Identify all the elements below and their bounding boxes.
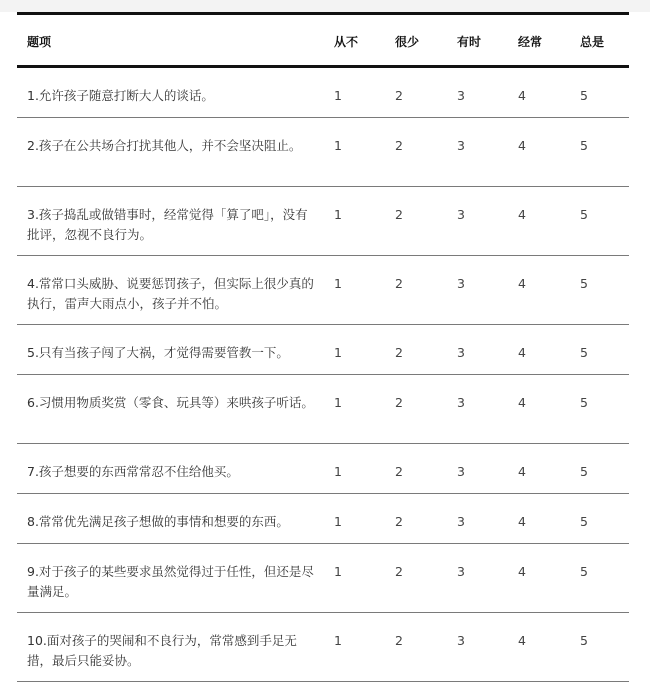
rating-3[interactable]: 3	[457, 276, 465, 291]
question-text: 7.孩子想要的东西常常忍不住给他买。	[27, 464, 239, 479]
rating-2[interactable]: 2	[395, 88, 403, 103]
rating-3[interactable]: 3	[457, 395, 465, 410]
rating-2[interactable]: 2	[395, 207, 403, 222]
rating-5[interactable]: 5	[580, 207, 588, 222]
question-text: 3.孩子捣乱或做错事时，经常觉得「算了吧」，没有批评，忽视不良行为。	[27, 207, 308, 242]
rating-4[interactable]: 4	[518, 564, 526, 579]
table-row	[17, 118, 629, 187]
rating-5[interactable]: 5	[580, 564, 588, 579]
rating-4[interactable]: 4	[518, 88, 526, 103]
rating-2[interactable]: 2	[395, 345, 403, 360]
rating-scale-table	[17, 12, 629, 682]
rating-4[interactable]: 4	[518, 276, 526, 291]
table-header	[17, 15, 629, 68]
rating-4[interactable]: 4	[518, 207, 526, 222]
header-option-rarely: 很少	[395, 35, 420, 49]
question-text: 10.面对孩子的哭闹和不良行为，常常感到手足无措，最后只能妥协。	[27, 633, 297, 668]
rating-3[interactable]: 3	[457, 138, 465, 153]
rating-4[interactable]: 4	[518, 395, 526, 410]
rating-5[interactable]: 5	[580, 395, 588, 410]
rating-2[interactable]: 2	[395, 395, 403, 410]
header-item: 题项	[27, 35, 52, 49]
table-row	[17, 444, 629, 494]
rating-5[interactable]: 5	[580, 464, 588, 479]
rating-5[interactable]: 5	[580, 345, 588, 360]
rating-2[interactable]: 2	[395, 464, 403, 479]
rating-2[interactable]: 2	[395, 138, 403, 153]
rating-2[interactable]: 2	[395, 633, 403, 648]
rating-1[interactable]: 1	[334, 345, 342, 360]
rating-3[interactable]: 3	[457, 464, 465, 479]
rating-4[interactable]: 4	[518, 514, 526, 529]
rating-1[interactable]: 1	[334, 138, 342, 153]
question-text: 1.允许孩子随意打断大人的谈话。	[27, 88, 214, 103]
rating-4[interactable]: 4	[518, 633, 526, 648]
table-row	[17, 375, 629, 444]
question-text: 2.孩子在公共场合打扰其他人，并不会坚决阻止。	[27, 138, 302, 153]
rating-3[interactable]: 3	[457, 514, 465, 529]
rating-1[interactable]: 1	[334, 207, 342, 222]
rating-5[interactable]: 5	[580, 514, 588, 529]
rating-4[interactable]: 4	[518, 345, 526, 360]
question-text: 4.常常口头威胁、说要惩罚孩子，但实际上很少真的执行，雷声大雨点小，孩子并不怕。	[27, 276, 314, 311]
rating-5[interactable]: 5	[580, 633, 588, 648]
header-option-never: 从不	[334, 35, 359, 49]
table-row	[17, 613, 629, 682]
rating-1[interactable]: 1	[334, 514, 342, 529]
rating-3[interactable]: 3	[457, 633, 465, 648]
rating-4[interactable]: 4	[518, 138, 526, 153]
rating-2[interactable]: 2	[395, 514, 403, 529]
table-row	[17, 325, 629, 375]
rating-1[interactable]: 1	[334, 564, 342, 579]
rating-3[interactable]: 3	[457, 88, 465, 103]
rating-5[interactable]: 5	[580, 138, 588, 153]
rating-5[interactable]: 5	[580, 88, 588, 103]
table-row	[17, 544, 629, 613]
header-option-always: 总是	[580, 35, 605, 49]
question-text: 5.只有当孩子闯了大祸，才觉得需要管教一下。	[27, 345, 289, 360]
rating-1[interactable]: 1	[334, 395, 342, 410]
header-option-sometimes: 有时	[457, 35, 482, 49]
table-row	[17, 256, 629, 325]
rating-3[interactable]: 3	[457, 564, 465, 579]
question-text: 6.习惯用物质奖赏（零食、玩具等）来哄孩子听话。	[27, 395, 314, 410]
rating-2[interactable]: 2	[395, 564, 403, 579]
table-row	[17, 187, 629, 256]
rating-1[interactable]: 1	[334, 633, 342, 648]
table-row	[17, 494, 629, 544]
rating-5[interactable]: 5	[580, 276, 588, 291]
top-bar	[0, 0, 650, 12]
rating-2[interactable]: 2	[395, 276, 403, 291]
header-option-often: 经常	[518, 35, 543, 49]
rating-1[interactable]: 1	[334, 464, 342, 479]
question-text: 9.对于孩子的某些要求虽然觉得过于任性，但还是尽量满足。	[27, 564, 314, 599]
table-row	[17, 68, 629, 118]
rating-4[interactable]: 4	[518, 464, 526, 479]
rating-3[interactable]: 3	[457, 207, 465, 222]
question-text: 8.常常优先满足孩子想做的事情和想要的东西。	[27, 514, 289, 529]
rating-1[interactable]: 1	[334, 88, 342, 103]
rating-1[interactable]: 1	[334, 276, 342, 291]
rating-3[interactable]: 3	[457, 345, 465, 360]
